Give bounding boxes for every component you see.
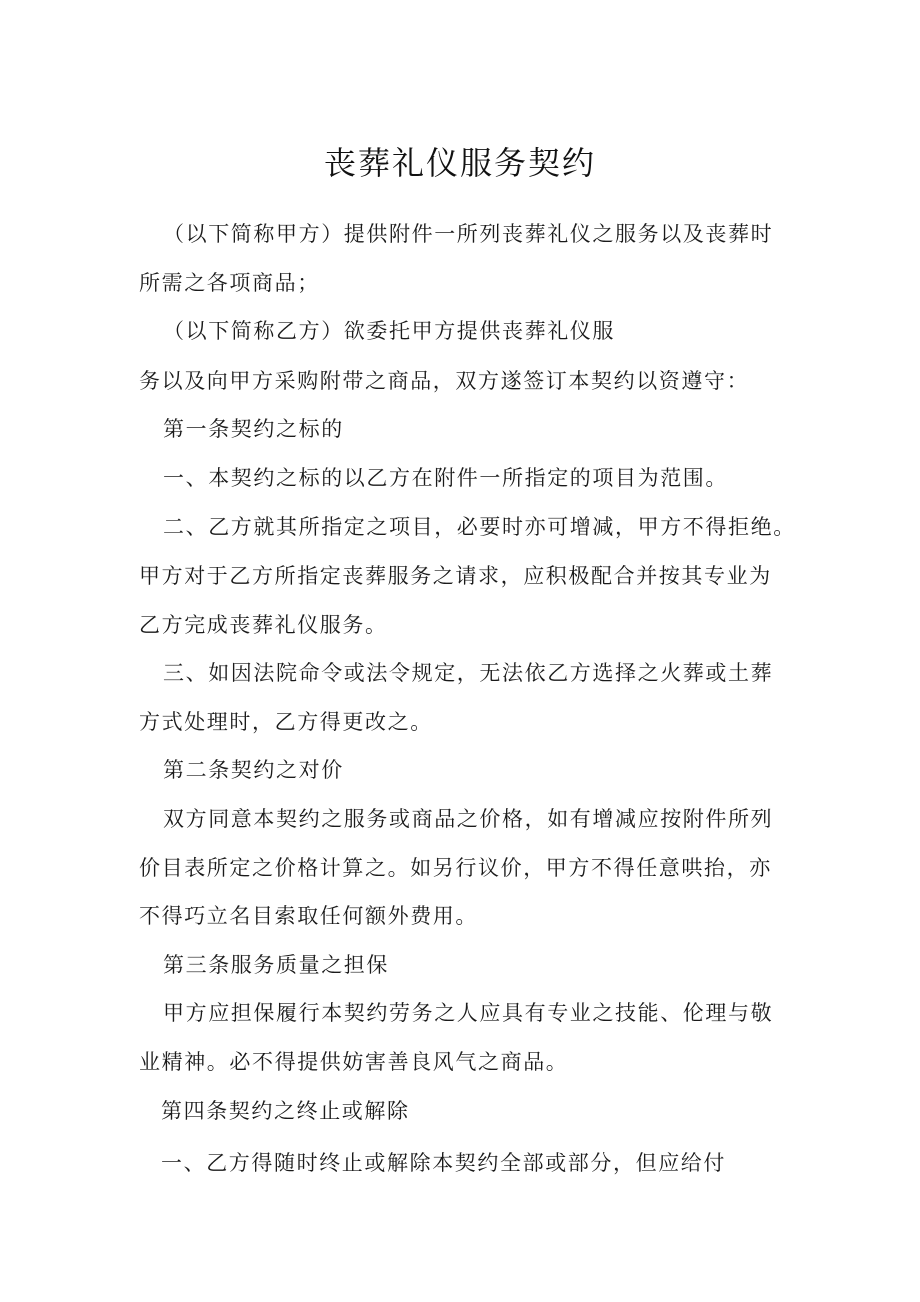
- section-heading: 第三条服务质量之担保: [163, 953, 389, 977]
- paragraph-line: 方式处理时，乙方得更改之。: [139, 710, 433, 734]
- paragraph-line: 所需之各项商品；: [139, 271, 320, 295]
- section-heading: 第一条契约之标的: [163, 417, 344, 441]
- section-heading: 第四条契约之终止或解除: [161, 1099, 410, 1123]
- paragraph-line: 务以及向甲方采购附带之商品，双方遂签订本契约以资遵守：: [139, 369, 750, 393]
- paragraph-line: 一、乙方得随时终止或解除本契约全部或部分，但应给付: [161, 1151, 726, 1175]
- paragraph-line: 业精神。必不得提供妨害善良风气之商品。: [139, 1050, 569, 1074]
- paragraph-line: 三、如因法院命令或法令规定，无法依乙方选择之火葬或土葬: [163, 661, 774, 685]
- document-title: 丧葬礼仪服务契约: [323, 144, 596, 182]
- paragraph-line: 一、本契约之标的以乙方在附件一所指定的项目为范围。: [163, 466, 728, 490]
- paragraph-line: 乙方完成丧葬礼仪服务。: [139, 613, 388, 637]
- paragraph-line: 双方同意本契约之服务或商品之价格，如有增减应按附件所列: [163, 807, 774, 831]
- paragraph-line: 甲方对于乙方所指定丧葬服务之请求，应积极配合并按其专业为: [139, 564, 772, 588]
- paragraph-line: 不得巧立名目索取任何额外费用。: [139, 904, 478, 928]
- paragraph-line: （以下简称甲方）提供附件一所列丧葬礼仪之服务以及丧葬时: [163, 222, 774, 246]
- paragraph-line: 二、乙方就其所指定之项目，必要时亦可增减，甲方不得拒绝。: [163, 515, 796, 539]
- paragraph-line: （以下简称乙方）欲委托甲方提供丧葬礼仪服: [163, 319, 615, 343]
- section-heading: 第二条契约之对价: [163, 758, 344, 782]
- paragraph-line: 价目表所定之价格计算之。如另行议价，甲方不得任意哄抬，亦: [139, 856, 772, 880]
- paragraph-line: 甲方应担保履行本契约劳务之人应具有专业之技能、伦理与敬: [163, 1001, 774, 1025]
